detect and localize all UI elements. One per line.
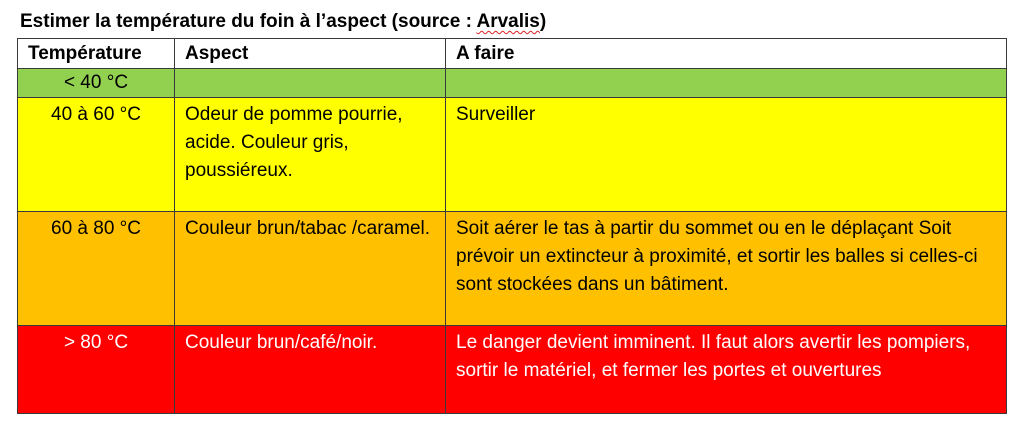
aspect-cell: Odeur de pomme pourrie, acide. Couleur gris, poussiéreux.: [175, 98, 446, 212]
temperature-cell: 40 à 60 °C: [18, 98, 175, 212]
aspect-cell: Couleur brun/tabac /caramel.: [175, 212, 446, 326]
header-action: A faire: [446, 39, 1007, 69]
temperature-cell: 60 à 80 °C: [18, 212, 175, 326]
title-source: Arvalis: [476, 11, 540, 32]
header-aspect: Aspect: [175, 39, 446, 69]
header-temperature: Température: [18, 39, 175, 69]
temperature-cell: > 80 °C: [18, 326, 175, 414]
action-cell: Surveiller: [446, 98, 1007, 212]
temperature-table: [17, 38, 1007, 414]
action-cell: [446, 69, 1007, 98]
table-row: [18, 98, 1007, 212]
document-title: [20, 10, 546, 34]
table-header-row: [18, 39, 1007, 69]
table-row: [18, 212, 1007, 326]
action-cell: Soit aérer le tas à partir du sommet ou en le déplaçant Soit prévoir un extincteur à proximité, et sortir les balles si celles-ci sont stockées dans un bâtiment.: [446, 212, 1007, 326]
table-row: [18, 69, 1007, 98]
table-row: [18, 326, 1007, 414]
aspect-cell: Couleur brun/café/noir.: [175, 326, 446, 414]
title-close: ): [539, 11, 547, 32]
temperature-cell: < 40 °C: [18, 69, 175, 98]
title-main: Estimer la température du foin à l’aspect (source :: [20, 11, 477, 32]
action-cell: Le danger devient imminent. Il faut alors avertir les pompiers, sortir le matériel, et fermer les portes et ouvertures: [446, 326, 1007, 414]
aspect-cell: [175, 69, 446, 98]
